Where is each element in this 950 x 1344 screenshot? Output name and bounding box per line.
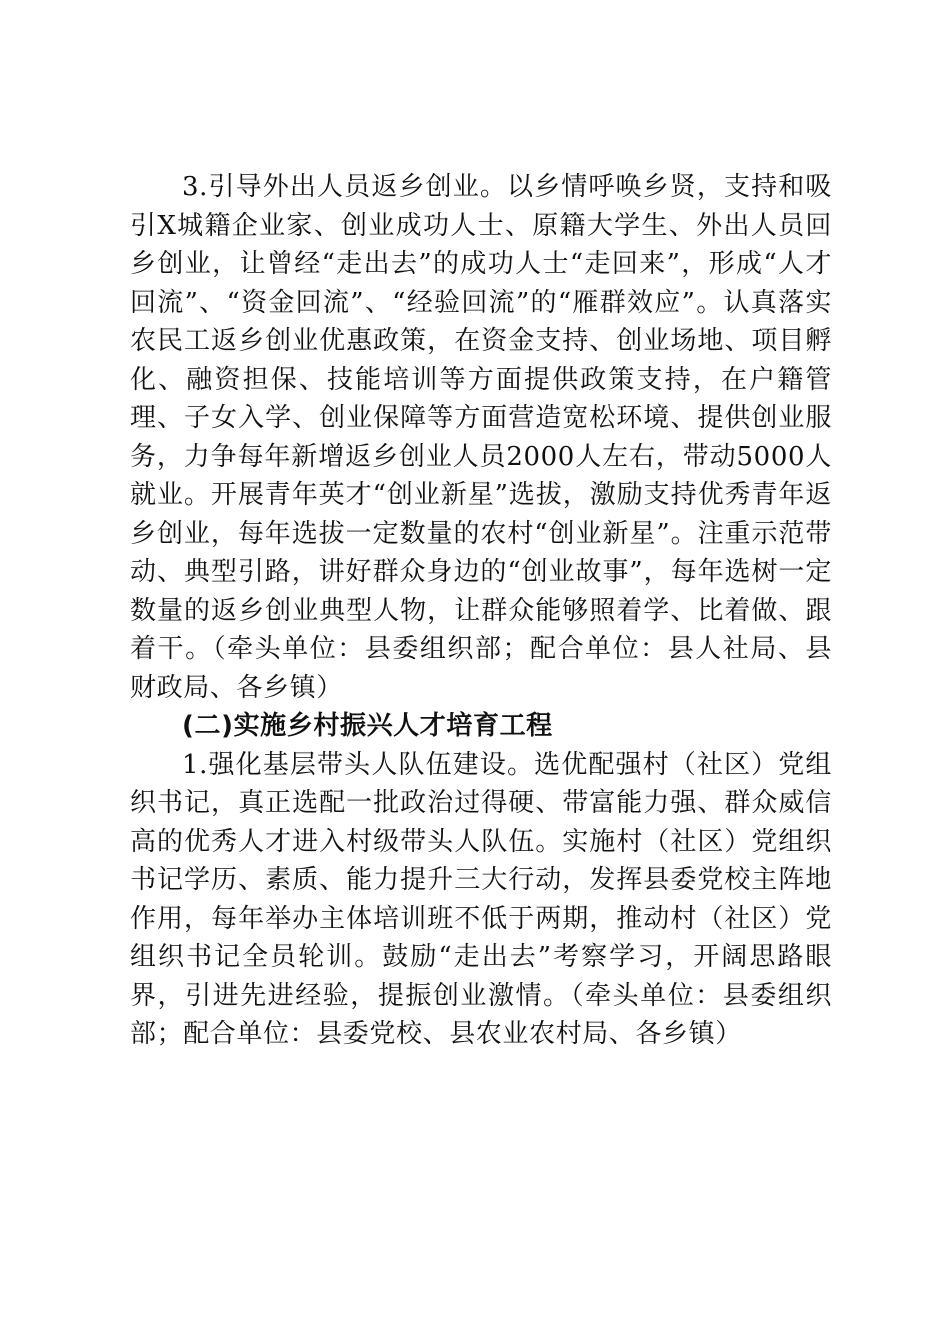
document-body (130, 168, 832, 1054)
paragraph-grassroots-leaders: 1.强化基层带头人队伍建设。选优配强村（社区）党组织书记，真正选配一批政治过得硬、带富能力强、群众威信高的优秀人才进入村级带头人队伍。实施村（社区）党组织书记学历、素质、能力提升三大行动，发挥县委党校主阵地作用，每年举办主体培训班不低于两期，推动村（社区）党组织书记全员轮训。鼓励“走出去”考察学习，开阔思路眼界，引进先进经验，提振创业激情。（牵头单位：县委组织部；配合单位：县委党校、县农业农村局、各乡镇） (130, 749, 832, 1049)
section-heading: (二)实施乡村振兴人才培育工程 (182, 711, 553, 741)
paragraph-returning-entrepreneurship: 3.引导外出人员返乡创业。以乡情呼唤乡贤，支持和吸引X城籍企业家、创业成功人士、原籍大学生、外出人员回乡创业，让曾经“走出去”的成功人士“走回来”，形成“人才回流”、“资金回流”、“经验回流”的“雁群效应”。认真落实农民工返乡创业优惠政策，在资金支持、创业场地、项目孵化、融资担保、技能培训等方面提供政策支持，在户籍管理、子女入学、创业保障等方面营造宽松环境、提供创业服务，力争每年新增返乡创业人员2000人左右，带动5000人就业。开展青年英才“创业新星”选拔，激励支持优秀青年返乡创业，每年选拔一定数量的农村“创业新星”。注重示范带动、典型引路，讲好群众身边的“创业故事”，每年选树一定数量的返乡创业典型人物，让群众能够照着学、比着做、跟着干。（牵头单位：县委组织部；配合单位：县人社局、县财政局、各乡镇） (130, 172, 832, 703)
